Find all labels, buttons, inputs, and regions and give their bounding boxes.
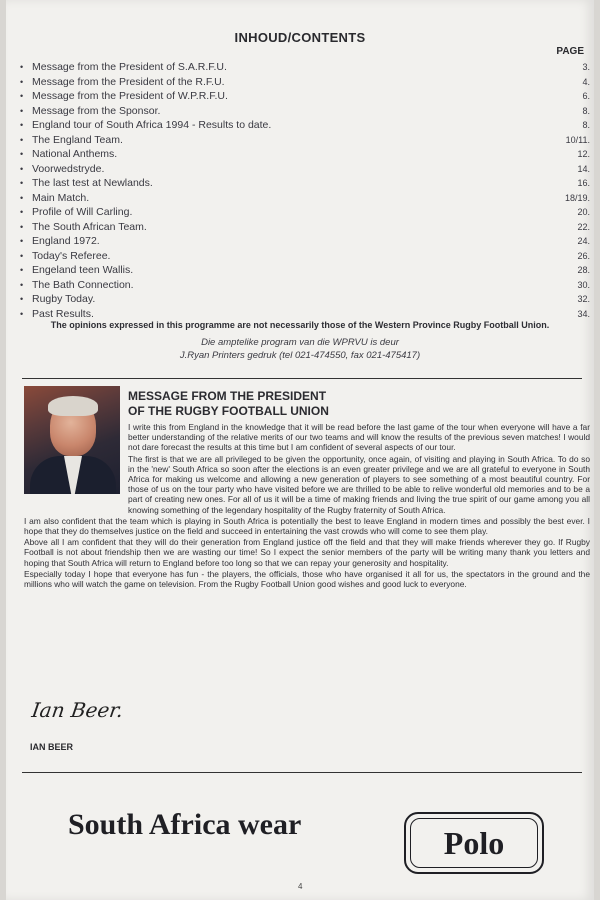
contents-item-label: Message from the Sponsor. — [32, 104, 161, 117]
contents-item — [20, 162, 590, 177]
contents-item-page: 6. — [582, 91, 590, 101]
contents-title: INHOUD/CONTENTS — [234, 30, 366, 45]
bullet-icon: • — [20, 294, 24, 304]
polo-logo-text: Polo — [410, 818, 538, 868]
bullet-icon: • — [20, 207, 24, 217]
bullet-icon: • — [20, 192, 24, 203]
page-column-header: PAGE — [556, 46, 584, 57]
contents-item — [20, 263, 590, 278]
message-paragraph: Especially today I hope that everyone has fun - the players, the officials, those who have organised it all for us, the spectators in the ground and the millions who will watch the game on television. From the Rugby Football Union good wishes and good luck to everyone. — [24, 568, 590, 590]
bullet-icon: • — [20, 105, 24, 116]
contents-item-page: 10/11. — [565, 134, 590, 145]
bullet-icon: • — [20, 250, 24, 261]
divider-top — [22, 378, 582, 379]
bullet-icon: • — [20, 279, 24, 290]
contents-item-page: 4. — [582, 76, 590, 87]
contents-item — [20, 234, 590, 249]
polo-logo — [404, 812, 544, 874]
contents-item — [20, 205, 590, 220]
contents-item-label: Engeland teen Wallis. — [32, 264, 134, 276]
bullet-icon: • — [20, 120, 24, 130]
bullet-icon: • — [20, 76, 24, 87]
contents-item — [20, 191, 590, 206]
contents-item-page: 22. — [577, 221, 590, 232]
contents-item-page: 8. — [582, 120, 590, 130]
contents-item-page: 14. — [577, 163, 590, 174]
message-title-line-1: MESSAGE FROM THE PRESIDENT — [128, 389, 327, 403]
contents-item-label: National Anthems. — [32, 148, 118, 160]
message-paragraph: I write this from England in the knowledge that it will be read before the last game of the tour when everyone will have a far better understanding of the relative merits of our two teams and will know the results of the previous seven matches! I would not dare forecast the results at this time but I am confident of several aspects of our tour. — [128, 422, 590, 453]
contents-item-label: Message from the President of the R.F.U. — [32, 75, 225, 88]
printer-line-2: J.Ryan Printers gedruk (tel 021-474550, fax 021-475417) — [179, 350, 421, 361]
signatory-name: IAN BEER — [30, 742, 74, 752]
contents-item — [20, 220, 590, 235]
contents-item-page: 26. — [577, 250, 590, 261]
contents-item — [20, 89, 590, 104]
message-title — [128, 389, 329, 419]
message-paragraph: Above all I am confident that they will do their generation from England justice off the field and that they will make friends wherever they go. If Rugby Football is not about friendship then we are wasting our time! So I expect the senior members of the party will be writing many thank you letters and hoping that South Africa will return to England before too long so that we can repay your generosity and hospitality. — [24, 537, 590, 568]
contents-item-page: 34. — [577, 308, 590, 319]
message-paragraph: The first is that we are all privileged to be given the opportunity, once again, of visiting and playing in South Africa. To do so in the 'new' South Africa so soon after the elections is an even greater privilege and we are all grateful to everyone in South Africa for making us welcome and allowing a new generation of players to see something of a most beautiful country. For those of us on the tour party who have visited before we are thrilled to be able to relive wonderful old memories and to be a part of creating new ones. For all of us it will be a time of making friends and living the true spirit of our game among you all knowing something of the legendary hospitality of the Rugby fraternity of South Africa. — [128, 453, 590, 515]
contents-item — [20, 118, 590, 133]
contents-item-label: The Bath Connection. — [32, 278, 134, 291]
contents-item — [20, 292, 590, 307]
ad-tagline: South Africa wear — [68, 808, 302, 841]
contents-item-label: Past Results. — [32, 307, 94, 320]
contents-item-page: 28. — [577, 265, 590, 275]
printer-credit — [6, 336, 594, 362]
divider-bottom — [22, 772, 582, 773]
contents-item-label: Voorwedstryde. — [32, 162, 105, 175]
handwritten-signature: Ian Beer. — [30, 698, 125, 722]
bullet-icon: • — [20, 221, 24, 232]
message-body — [24, 422, 590, 590]
bullet-icon: • — [20, 91, 24, 101]
president-photo — [24, 386, 120, 494]
printer-line-1: Die amptelike program van die WPRVU is deur — [201, 337, 399, 348]
bullet-icon: • — [20, 265, 24, 275]
bullet-icon: • — [20, 308, 24, 319]
contents-item — [20, 75, 590, 90]
contents-item-label: Main Match. — [32, 191, 90, 204]
contents-item-page: 16. — [577, 178, 590, 188]
contents-item-page: 24. — [577, 236, 590, 246]
contents-item-label: Today's Referee. — [32, 249, 111, 262]
contents-item — [20, 60, 590, 75]
contents-item-label: Profile of Will Carling. — [32, 206, 133, 218]
contents-item — [20, 133, 590, 148]
contents-item-page: 12. — [577, 149, 590, 159]
contents-item — [20, 278, 590, 293]
contents-item-label: England 1972. — [32, 235, 100, 247]
contents-item — [20, 249, 590, 264]
bullet-icon: • — [20, 62, 24, 72]
contents-item-label: The England Team. — [32, 133, 123, 146]
contents-item-label: Message from the President of W.P.R.F.U. — [32, 90, 228, 102]
bullet-icon: • — [20, 163, 24, 174]
contents-list — [20, 60, 590, 321]
bullet-icon: • — [20, 178, 24, 188]
contents-item-page: 20. — [577, 207, 590, 217]
contents-item-page: 8. — [582, 105, 590, 116]
bullet-icon: • — [20, 134, 24, 145]
contents-item-page: 3. — [582, 62, 590, 72]
contents-item-label: England tour of South Africa 1994 - Results to date. — [32, 119, 272, 131]
programme-page — [6, 0, 594, 900]
contents-item — [20, 147, 590, 162]
message-title-line-2: OF THE RUGBY FOOTBALL UNION — [128, 404, 329, 418]
message-paragraph: I am also confident that the team which is playing in South Africa is potentially the best to leave England in modern times and possibly the best ever. I hope that they do themselves justice on the field and succeed in entertaining the vast crowds who will come to see them play. — [24, 515, 590, 537]
contents-item-page: 18/19. — [564, 192, 590, 203]
contents-item-label: The South African Team. — [32, 220, 147, 233]
contents-item — [20, 307, 590, 322]
page-number: 4 — [298, 882, 303, 891]
contents-item — [20, 104, 590, 119]
disclaimer: The opinions expressed in this programme are not necessarily those of the Western Province Rugby Football Union. — [50, 320, 550, 330]
bullet-icon: • — [20, 236, 24, 246]
contents-item-label: Rugby Today. — [32, 293, 96, 305]
contents-item-label: The last test at Newlands. — [32, 177, 153, 189]
contents-item-label: Message from the President of S.A.R.F.U. — [32, 61, 227, 73]
contents-item-page: 30. — [577, 279, 590, 290]
bullet-icon: • — [20, 149, 24, 159]
contents-item — [20, 176, 590, 191]
contents-item-page: 32. — [577, 294, 590, 304]
